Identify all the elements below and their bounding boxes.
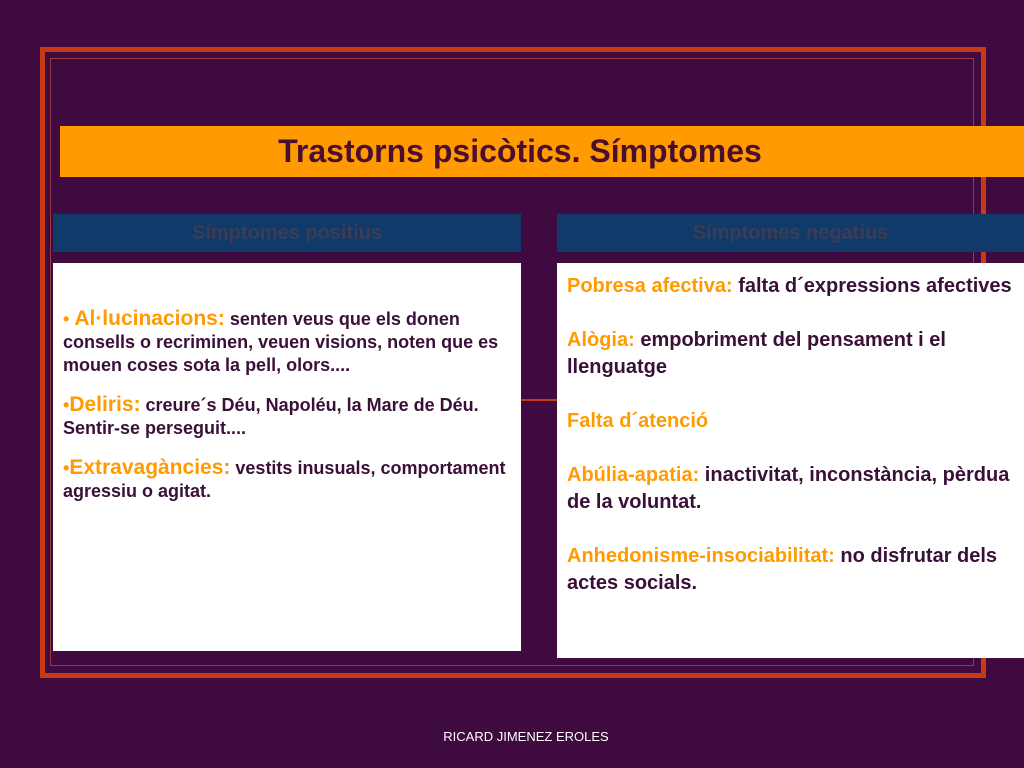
list-item xyxy=(567,327,1014,381)
list-item xyxy=(567,408,1014,435)
negative-symptoms-header: Símptomes negatius xyxy=(557,214,1024,252)
symptom-term: Pobresa afectiva: xyxy=(567,275,733,297)
symptom-description: empobriment del pensament i el llenguatge xyxy=(567,329,946,378)
positive-symptoms-panel xyxy=(53,263,521,651)
symptom-description: no disfrutar dels actes socials. xyxy=(567,545,998,594)
list-item xyxy=(567,462,1014,516)
symptom-description: senten veus que els donen consells o recriminen, veuen visions, noten que es mouen coses sota la pell, olors.... xyxy=(63,309,499,375)
bullet: • xyxy=(63,309,75,329)
connector-line xyxy=(521,399,557,401)
list-item xyxy=(567,273,1014,300)
list-item xyxy=(63,393,511,440)
symptom-description: creure´s Déu, Napoléu, la Mare de Déu. Sentir-se perseguit.... xyxy=(63,395,479,438)
symptom-term: Al·lucinacions: xyxy=(74,307,225,330)
symptom-term: Alògia: xyxy=(567,329,635,351)
list-item xyxy=(63,456,511,503)
footer-author: RICARD JIMENEZ EROLES xyxy=(443,729,609,744)
bullet: • xyxy=(63,395,70,415)
symptom-term: Abúlia-apatia: xyxy=(567,464,700,486)
list-item xyxy=(63,307,511,377)
symptom-term: Anhedonisme-insociabilitat: xyxy=(567,545,835,567)
symptom-term: Falta d´atenció xyxy=(567,410,709,432)
symptom-description: vestits inusuals, comportament agressiu o agitat. xyxy=(63,458,506,501)
list-item xyxy=(567,543,1014,597)
slide-title: Trastorns psicòtics. Símptomes xyxy=(278,133,762,169)
symptom-description: falta d´expressions afectives xyxy=(732,275,1012,297)
negative-symptoms-panel xyxy=(557,263,1024,658)
title-bar xyxy=(60,126,1024,177)
positive-symptoms-header: Símptomes positius xyxy=(53,214,521,252)
symptom-term: Deliris: xyxy=(69,393,141,416)
symptom-description: inactivitat, inconstància, pèrdua de la voluntat. xyxy=(567,464,1010,513)
bullet: • xyxy=(63,458,70,478)
symptom-term: Extravagàncies: xyxy=(69,456,231,479)
